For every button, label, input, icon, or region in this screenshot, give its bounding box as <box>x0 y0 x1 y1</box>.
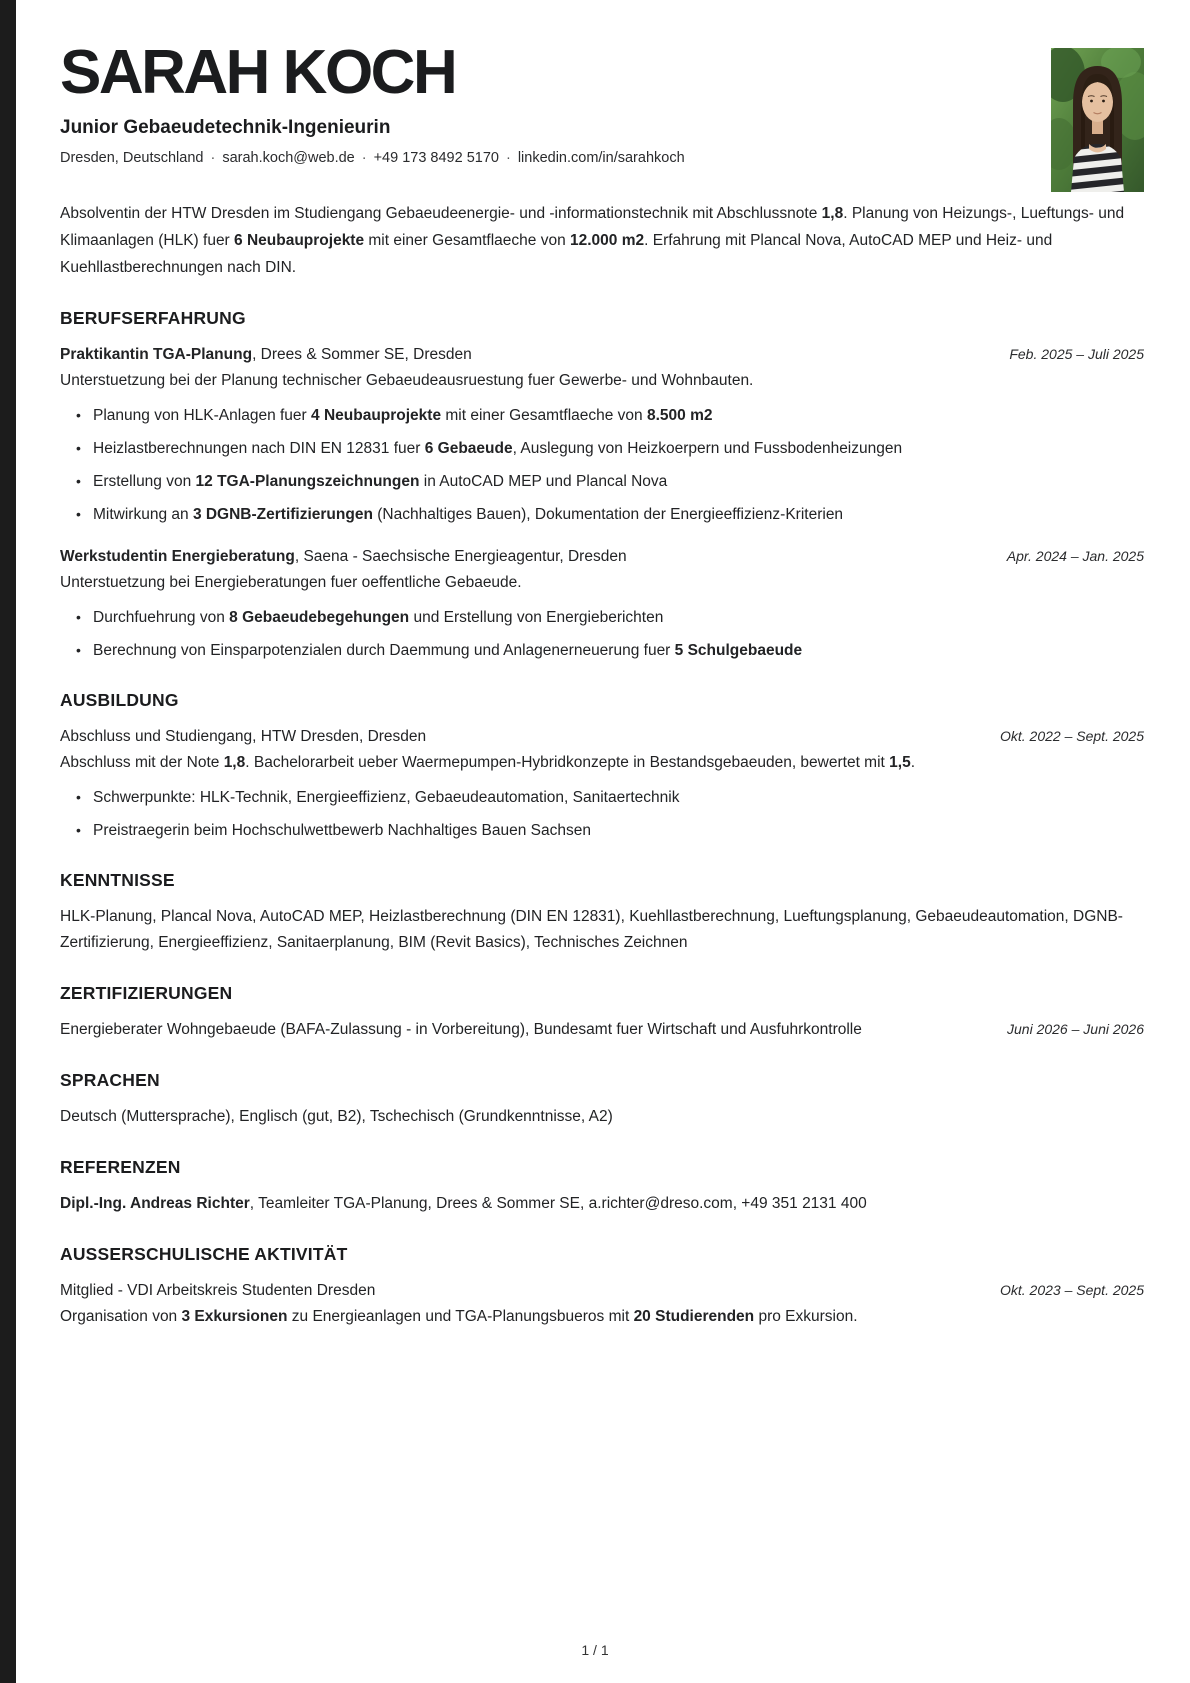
entry-header <box>60 342 1144 367</box>
section-certifications <box>60 983 1144 1043</box>
summary-paragraph: Absolventin der HTW Dresden im Studiengang Gebaeudeenergie- und -informationstechnik mit Abschlussnote 1,8. Planung von Heizungs-, Lueftungs- und Klimaanlagen (HLK) fuer 6 Neubauprojekte mit einer Gesamtflaeche von 12.000 m2. Erfahrung mit Plancal Nova, AutoCAD MEP und Heiz- und Kuehllastberechnungen nach DIN. <box>60 205 1125 276</box>
section-experience <box>60 308 1144 663</box>
entry-company: , Drees & Sommer SE, Dresden <box>252 346 472 363</box>
experience-entry <box>60 544 1144 663</box>
contact-line <box>60 150 1144 166</box>
activity-row <box>60 1278 1144 1304</box>
bullet-item <box>60 469 1144 494</box>
bullet-text: Erstellung von 12 TGA-Planungszeichnungen in AutoCAD MEP und Plancal Nova <box>93 473 668 490</box>
section-languages <box>60 1070 1144 1130</box>
entry-company: , Saena - Saechsische Energieagentur, Dresden <box>294 548 627 565</box>
bullet-text: Preistraegerin beim Hochschulwettbewerb Nachhaltiges Bauen Sachsen <box>93 822 591 839</box>
header <box>60 38 1144 166</box>
entry-date: Feb. 2025 – Juli 2025 <box>1009 346 1144 362</box>
bullet-item <box>60 403 1144 428</box>
bullet-text: Heizlastberechnungen nach DIN EN 12831 fuer 6 Gebaeude, Auslegung von Heizkoerpern und Fussbodenheizungen <box>93 440 903 457</box>
bullet-text: Durchfuehrung von 8 Gebaeudebegehungen und Erstellung von Energieberichten <box>93 609 664 626</box>
bullet-text: Planung von HLK-Anlagen fuer 4 Neubauprojekte mit einer Gesamtflaeche von 8.500 m2 <box>93 407 713 424</box>
candidate-name: SARAH KOCH <box>60 38 456 107</box>
skills-text: HLK-Planung, Plancal Nova, AutoCAD MEP, Heizlastberechnung (DIN EN 12831), Kuehllastberechnung, Lueftungsplanung, Gebaeudeautomation, DGNB-Zertifizierung, Energieeffizienz, Sanitaerplanung, BIM (Revit Basics), Technisches Zeichnen <box>60 908 1123 951</box>
entry-title-line: Abschluss und Studiengang, HTW Dresden, Dresden <box>60 728 427 745</box>
profile-photo <box>1051 48 1144 192</box>
section-activities <box>60 1244 1144 1330</box>
section-heading-references: REFERENZEN <box>60 1157 181 1177</box>
bullet-icon: • <box>76 473 81 489</box>
section-heading-certifications: ZERTIFIZIERUNGEN <box>60 983 233 1003</box>
profile-photo-illustration <box>1051 48 1144 192</box>
bullet-text: Schwerpunkte: HLK-Technik, Energieeffizienz, Gebaeudeautomation, Sanitaertechnik <box>93 789 680 806</box>
section-skills <box>60 870 1144 956</box>
education-entry <box>60 724 1144 843</box>
section-heading-education: AUSBILDUNG <box>60 690 179 710</box>
entry-date: Apr. 2024 – Jan. 2025 <box>1006 548 1144 564</box>
section-education <box>60 690 1144 843</box>
bullet-item <box>60 638 1144 663</box>
bullet-icon: • <box>76 789 81 805</box>
contact-linkedin: linkedin.com/in/sarahkoch <box>517 150 685 166</box>
certification-row <box>60 1017 1144 1043</box>
bullet-icon: • <box>76 440 81 456</box>
certification-text: Energieberater Wohngebaeude (BAFA-Zulassung - in Vorbereitung), Bundesamt fuer Wirtschaft und Ausfuhrkontrolle <box>60 1021 862 1038</box>
entry-title-line <box>60 342 472 367</box>
entry-title: Praktikantin TGA-Planung <box>60 346 253 363</box>
section-heading-skills: KENNTNISSE <box>60 870 175 890</box>
contact-location: Dresden, Deutschland <box>60 150 204 166</box>
section-heading-languages: SPRACHEN <box>60 1070 160 1090</box>
section-heading-activities: AUSSERSCHULISCHE AKTIVITÄT <box>60 1244 348 1264</box>
bullet-list <box>60 605 1144 663</box>
entry-description: Unterstuetzung bei Energieberatungen fuer oeffentliche Gebaeude. <box>60 574 522 591</box>
bullet-item <box>60 818 1144 843</box>
reference-text: Dipl.-Ing. Andreas Richter, Teamleiter TGA-Planung, Drees & Sommer SE, a.richter@dreso.com, +49 351 2131 400 <box>60 1195 867 1212</box>
contact-email: sarah.koch@web.de <box>222 150 355 166</box>
entry-title: Werkstudentin Energieberatung <box>60 548 295 565</box>
bullet-item <box>60 502 1144 527</box>
bullet-icon: • <box>76 642 81 658</box>
languages-text: Deutsch (Muttersprache), Englisch (gut, B2), Tschechisch (Grundkenntnisse, A2) <box>60 1108 613 1125</box>
section-references <box>60 1157 1144 1217</box>
contact-phone: +49 173 8492 5170 <box>373 150 499 166</box>
contact-separator: · <box>505 150 511 166</box>
entry-date: Okt. 2022 – Sept. 2025 <box>1000 728 1144 744</box>
bullet-text: Mitwirkung an 3 DGNB-Zertifizierungen (Nachhaltiges Bauen), Dokumentation der Energieeffizienz-Kriterien <box>93 506 844 523</box>
entry-header <box>60 724 1144 749</box>
bullet-item <box>60 605 1144 630</box>
bullet-item <box>60 436 1144 461</box>
bullet-icon: • <box>76 822 81 838</box>
bullet-text: Berechnung von Einsparpotenzialen durch Daemmung und Anlagenerneuerung fuer 5 Schulgebaeude <box>93 642 803 659</box>
section-heading-experience: BERUFSERFAHRUNG <box>60 308 246 328</box>
page-indicator: 1 / 1 <box>581 1642 609 1658</box>
activity-date: Okt. 2023 – Sept. 2025 <box>1000 1282 1144 1298</box>
contact-separator: · <box>210 150 216 166</box>
certification-date: Juni 2026 – Juni 2026 <box>1007 1021 1144 1037</box>
experience-entry <box>60 342 1144 527</box>
bullet-icon: • <box>76 407 81 423</box>
bullet-item <box>60 785 1144 810</box>
entry-description: Abschluss mit der Note 1,8. Bachelorarbeit ueber Waermepumpen-Hybridkonzepte in Bestandsgebaeuden, bewertet mit 1,5. <box>60 754 916 771</box>
entry-title-line <box>60 544 627 569</box>
activity-membership: Mitglied - VDI Arbeitskreis Studenten Dresden <box>60 1282 376 1299</box>
bullet-icon: • <box>76 609 81 625</box>
bullet-icon: • <box>76 506 81 522</box>
activity-detail: Organisation von 3 Exkursionen zu Energieanlagen und TGA-Planungsbueros mit 20 Studierenden pro Exkursion. <box>60 1308 858 1325</box>
contact-separator: · <box>361 150 367 166</box>
candidate-job-title: Junior Gebaeudetechnik-Ingenieurin <box>60 117 391 138</box>
entry-description: Unterstuetzung bei der Planung technischer Gebaeudeausruestung fuer Gewerbe- und Wohnbauten. <box>60 372 754 389</box>
bullet-list <box>60 785 1144 843</box>
bullet-list <box>60 403 1144 527</box>
entry-header <box>60 544 1144 569</box>
